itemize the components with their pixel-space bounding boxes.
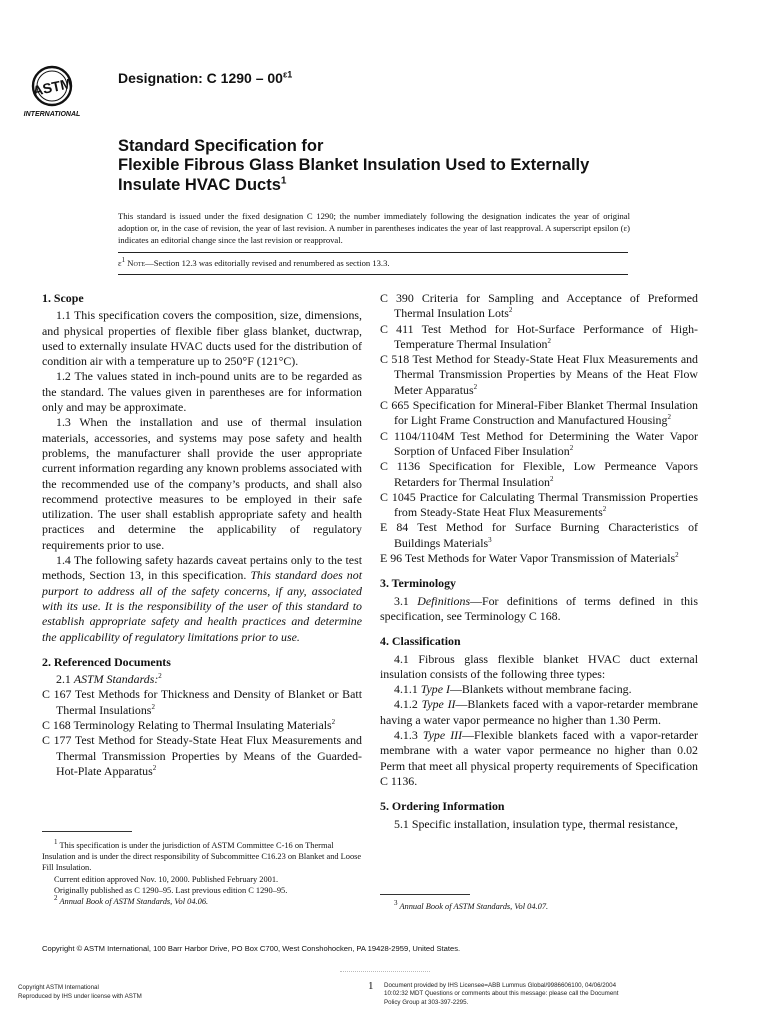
title-line-2: Flexible Fibrous Glass Blanket Insulation Used to Externally	[118, 156, 590, 175]
title-line-1: Standard Specification for	[118, 137, 324, 155]
paragraph-3-1-text: —For definitions of terms defined in this specification, see Terminology C 168.	[380, 593, 698, 623]
epsilon-mark: ε	[118, 258, 122, 268]
reference-text: C 168 Terminology Relating to Thermal Insulating Materials	[42, 718, 332, 733]
astm-logo	[23, 62, 112, 120]
paragraph-number: 4.1.2	[394, 697, 422, 712]
paragraph-3-1-number: 3.1	[394, 593, 418, 608]
footnote-mark: 2	[158, 672, 162, 681]
footnote-3	[394, 899, 549, 911]
footer-license-left	[18, 984, 142, 1001]
section-heading-terminology: 3. Terminology	[380, 576, 456, 591]
footnote-1	[42, 840, 362, 874]
reference-text: C 1104/1104M Test Method for Determining the Water Vapor Sorption of Unfaced Fiber Insulation	[380, 428, 698, 458]
astm-standards-label: ASTM Standards:	[73, 672, 159, 687]
paragraph-text: —Blankets faced with a vapor-retarder membrane having a water vapor permeance no higher than 1.30 Perm.	[380, 697, 698, 727]
paragraph-number: 4.1.1	[394, 682, 421, 697]
reference-item	[380, 291, 698, 322]
footnote-mark: 2	[667, 413, 671, 422]
paragraph-4-1-3	[380, 728, 698, 789]
astm-logo-graphic	[23, 62, 112, 120]
right-column	[380, 291, 698, 832]
footnote-1-original: Originally published as C 1290–95. Last previous edition C 1290–95.	[54, 885, 288, 895]
footnote-mark: 2	[473, 382, 478, 391]
title-line-3-text: Insulate HVAC Ducts	[118, 175, 281, 194]
epsilon-note-text: —Section 12.3 was editorially revised and renumbered as section 13.3.	[145, 258, 390, 268]
footer-right-line-3: Policy Group at 303-397-2295.	[384, 998, 469, 1006]
footnote-mark: 2	[569, 444, 574, 452]
paragraph-2-1	[42, 672, 362, 687]
reference-list-left	[42, 687, 362, 779]
reference-item	[42, 718, 362, 733]
paragraph-text: —Flexible blankets faced with a vapor-retarder membrane with a water vapor permeance no higher than 0.02 Perm that meet all physical property requirements of Specification C 1136.	[380, 728, 698, 788]
issue-note: This standard is issued under the fixed designation C 1290; the number immediately following the designation indicates the year of original adoption or, in the case of revision, the year of last revision. A number in parentheses indicates the year of last reapproval. A superscript epsilon (ε) indicates an editorial change since the last revision or reapproval.	[118, 211, 630, 245]
reference-item	[380, 551, 698, 566]
type-term: Type II	[421, 697, 456, 712]
designation-epsilon: ε1	[282, 69, 293, 80]
reference-item	[380, 520, 698, 551]
paragraph-4-1: 4.1 Fibrous glass flexible blanket HVAC duct external insulation consists of the following three types:	[380, 651, 698, 681]
reference-text: C 390 Criteria for Sampling and Acceptance of Preformed Thermal Insulation Lots	[380, 291, 698, 321]
reference-text: E 96 Test Methods for Water Vapor Transmission of Materials	[380, 551, 676, 566]
paragraph-1-3: 1.3 When the installation and use of thermal insulation materials, accessories, and systems may pose safety and health problems, the manufacturer shall provide the user appropriate current information regarding any known problems associated with the recommended use of the company’s products, and shall also recommend protective measures to be employed in their safe utilization. The user shall establish appropriate safety and health practices and determine the applicability of regulatory requirements prior to use.	[42, 415, 362, 552]
footnote-1-approved: Current edition approved Nov. 10, 2000. Published February 2001.	[54, 874, 279, 884]
footnote-mark: 3	[488, 535, 492, 544]
type-term: Type I	[420, 682, 450, 697]
reference-item	[380, 398, 698, 429]
reference-text: C 518 Test Method for Steady-State Heat Flux Measurements and Thermal Transmission Properties by Means of the Heat Flow Meter Apparatus	[380, 352, 698, 397]
footnote-mark: 2	[508, 306, 513, 315]
paragraph-4-1-2	[380, 697, 698, 728]
footnote-divider	[380, 894, 470, 895]
paragraph-1-2: 1.2 The values stated in inch-pound units are to be regarded as the standard. The values given in parentheses are for information only and may be approximate.	[42, 369, 362, 415]
footnote-mark: 1	[54, 838, 58, 847]
footer-right-line-2: 10:02:32 MDT Questions or comments about this message: please call the Document	[384, 990, 619, 998]
reference-item	[380, 490, 698, 521]
footnote-3-text: Annual Book of ASTM Standards, Vol 04.07.	[397, 902, 549, 911]
footnote-mark: 2	[675, 551, 679, 560]
safety-caveat: This standard does not purport to address all of the safety concerns, if any, associated with its use. It is the responsibility of the user of this standard to establish appropriate safety and health practices and determine the applicability of regulatory limitations prior to use.	[42, 568, 363, 644]
title-footnote-mark: 1	[280, 175, 287, 187]
reference-list-right	[380, 291, 698, 566]
copyright-line: Copyright © ASTM International, 100 Barr Harbor Drive, PO Box C700, West Conshohocken, PA 19428-2959, United States.	[42, 944, 461, 953]
reference-text: C 1136 Specification for Flexible, Low Permeance Vapors Retarders for Thermal Insulation	[380, 459, 698, 489]
footnote-mark: 2	[549, 474, 554, 483]
document-title	[118, 137, 678, 195]
reference-item	[380, 459, 698, 490]
paragraph-1-4-text: 1.4 The following safety hazards caveat pertains only to the test methods, Section 13, in this specification.	[42, 553, 362, 583]
footnotes-left	[42, 840, 362, 907]
section-heading-scope: 1. Scope	[42, 291, 84, 305]
reference-item	[380, 429, 698, 460]
footer-license-right	[384, 982, 644, 1007]
divider	[118, 274, 628, 275]
footnote-mark: 2	[602, 505, 607, 514]
reference-text: C 1045 Practice for Calculating Thermal Transmission Properties from Steady-State Heat Flux Measurements	[380, 489, 698, 520]
epsilon-note	[118, 258, 390, 268]
reference-text: C 167 Test Methods for Thickness and Density of Blanket or Batt Thermal Insulations	[42, 687, 362, 717]
paragraph-5-1: 5.1 Specific installation, insulation type, thermal resistance,	[394, 816, 678, 831]
reference-item	[42, 733, 362, 779]
footnote-mark: 2	[547, 336, 551, 345]
reference-item	[380, 352, 698, 398]
section-heading-referenced-documents: 2. Referenced Documents	[42, 654, 171, 669]
reference-text: C 177 Test Method for Steady-State Heat Flux Measurements and Thermal Transmission Properties by Means of the Guarded-Hot-Plate Apparatus	[42, 733, 362, 778]
footnote-2	[42, 896, 362, 907]
footnote-mark: 3	[394, 899, 398, 908]
section-heading-classification: 4. Classification	[380, 634, 461, 649]
footer-left-line-2: Reproduced by IHS under license with ASTM	[18, 992, 142, 1000]
definitions-term: Definitions	[417, 593, 471, 608]
reference-item	[380, 322, 698, 353]
footnote-mark: 2	[152, 763, 157, 772]
section-heading-ordering-information: 5. Ordering Information	[380, 799, 505, 814]
footnote-divider	[42, 831, 132, 832]
divider	[118, 252, 628, 253]
designation-text: Designation: C 1290 – 00	[118, 70, 283, 86]
footnote-mark: 2	[331, 718, 336, 727]
footnote-1-text: This specification is under the jurisdiction of ASTM Committee C-16 on Thermal Insulation and is under the direct responsibility of Subcommittee C16.23 on Blanket and Loose Fill Insulation.	[42, 841, 362, 873]
epsilon-mark-sup: 1	[121, 256, 126, 265]
footnote-mark: 2	[151, 702, 155, 711]
reference-text: C 411 Test Method for Hot-Surface Performance of High-Temperature Thermal Insulation	[380, 321, 698, 351]
type-term: Type III	[422, 728, 463, 743]
left-column	[42, 291, 362, 779]
paragraph-2-1-number: 2.1	[56, 672, 74, 687]
title-line-3	[118, 176, 678, 195]
logo-text: ASTM	[31, 75, 74, 99]
paragraph-4-1-1	[380, 682, 698, 697]
paragraph-3-1	[380, 594, 698, 625]
designation	[118, 70, 292, 86]
reference-item	[42, 687, 362, 718]
page-number: 1	[368, 980, 374, 992]
paragraph-text: —Blankets without membrane facing.	[449, 682, 632, 697]
paragraph-1-1: 1.1 This specification covers the composition, size, dimensions, and physical properties of flexible fiber glass blanket, ductwrap, used to externally insulate HVAC ducts used for the distribution of condition air with a temperature up to 250°F (121°C).	[42, 308, 362, 369]
note-label: Note	[127, 258, 146, 268]
scan-artifact	[340, 971, 430, 972]
footer-left-line-1: Copyright ASTM International	[18, 984, 99, 991]
paragraph-1-4	[42, 553, 362, 645]
footer-right-line-1: Document provided by IHS Licensee=ABB Lummus Global/9986606100, 04/06/2004	[384, 982, 617, 989]
reference-text: E 84 Test Method for Surface Burning Characteristics of Buildings Materials	[380, 520, 698, 550]
logo-subtext: INTERNATIONAL	[23, 111, 81, 118]
footnote-2-text: Annual Book of ASTM Standards, Vol 04.06.	[57, 897, 209, 907]
reference-text: C 665 Specification for Mineral-Fiber Blanket Thermal Insulation for Light Frame Construction and Manufactured Housing	[380, 398, 698, 428]
footnote-mark: 2	[54, 894, 58, 903]
paragraph-number: 4.1.3	[394, 728, 423, 743]
